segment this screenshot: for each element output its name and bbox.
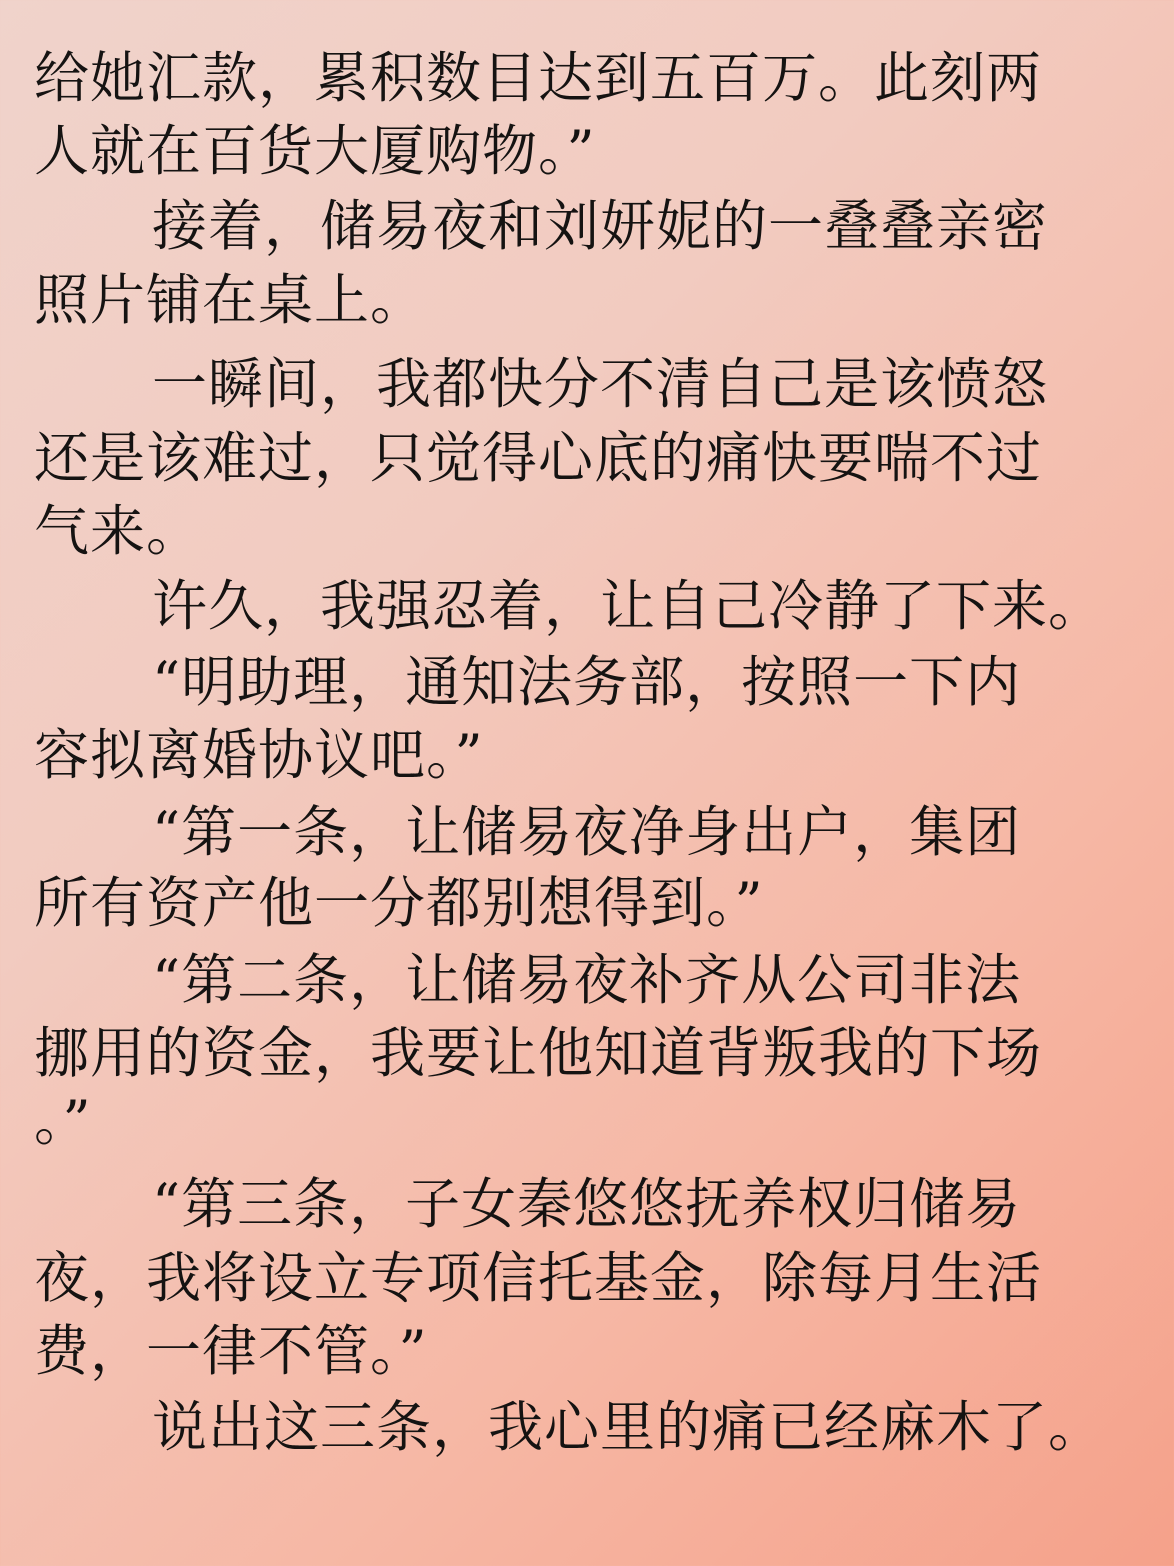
text-line: 许久，我强忍着，让自己冷静了下来。 — [152, 574, 1105, 638]
text-line: “第一条，让储易夜净身出户，集团 — [152, 800, 1022, 864]
text-line: 一瞬间，我都快分不清自己是该愤怒 — [152, 352, 1049, 416]
text-line: 说出这三条，我心里的痛已经麻木了。 — [152, 1395, 1105, 1459]
text-line: 人就在百货大厦购物。” — [34, 119, 596, 183]
text-line: 。” — [34, 1089, 92, 1153]
text-line: 夜，我将设立专项信托基金，除每月生活 — [34, 1246, 1043, 1310]
text-line: 所有资产他一分都别想得到。” — [34, 871, 764, 935]
text-line: 气来。 — [34, 499, 203, 563]
text-line: 费，一律不管。” — [34, 1319, 428, 1383]
text-line: “第三条，子女秦悠悠抚养权归储易 — [152, 1172, 1022, 1236]
text-line: 还是该难过，只觉得心底的痛快要喘不过 — [34, 426, 1043, 490]
text-line: “第二条，让储易夜补齐从公司非法 — [152, 948, 1022, 1012]
text-line: 照片铺在桌上。 — [34, 268, 427, 332]
text-line: 给她汇款，累积数目达到五百万。此刻两 — [34, 46, 1043, 110]
text-line: 容拟离婚协议吧。” — [34, 723, 484, 787]
text-line: 挪用的资金，我要让他知道背叛我的下场 — [34, 1021, 1043, 1085]
text-line: “明助理，通知法务部，按照一下内 — [152, 650, 1022, 714]
text-line: 接着，储易夜和刘妍妮的一叠叠亲密 — [152, 194, 1049, 258]
